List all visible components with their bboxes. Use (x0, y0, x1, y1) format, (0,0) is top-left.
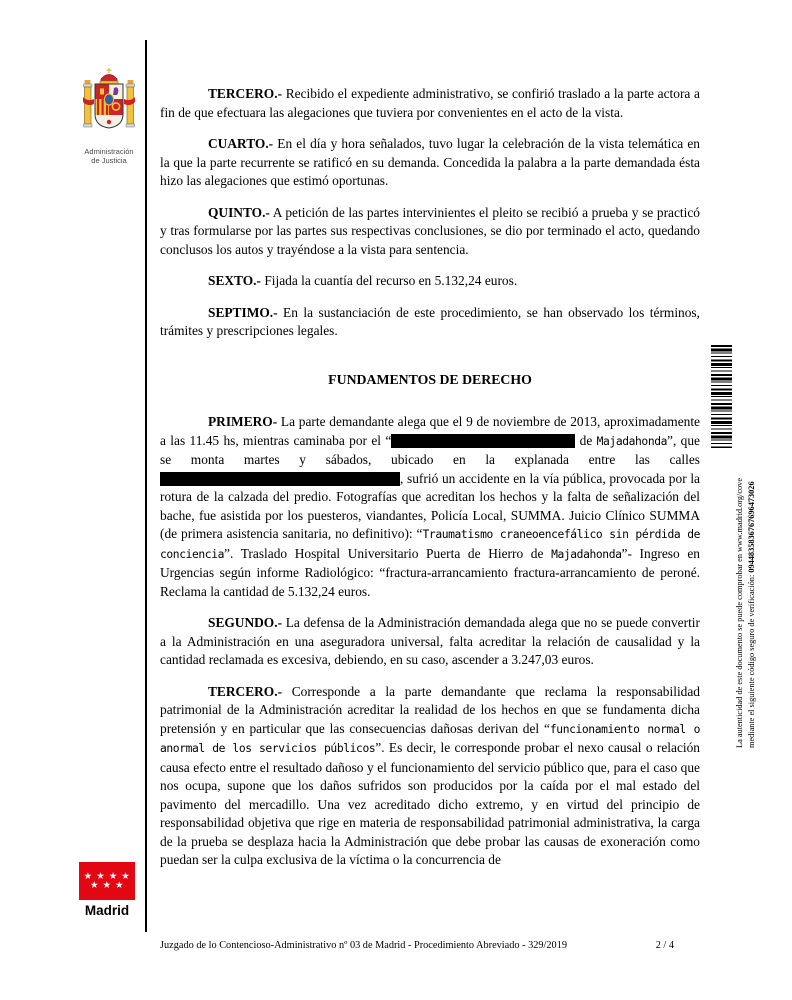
paragraph-text: ”. Traslado Hospital Universitario Puerta de Hierro de (224, 545, 552, 561)
paragraph (160, 413, 700, 601)
paragraph-lead: SEXTO.- (208, 273, 261, 288)
redaction-bar (391, 434, 575, 448)
paragraph-text: de (575, 432, 597, 448)
paragraph-text: En el día y hora señalados, tuvo lugar la celebración de la vista telemática en la que la parte recurrente se ratificó en su demanda. Concedida la palabra a la parte demandada ésta hizo las alegaciones que estimó oportunas. (160, 136, 700, 188)
paragraph-text: La defensa de la Administración demandada alega que no se puede convertir a la Administración en una aseguradora universal, falta acreditar la relación de causalidad y la cantidad reclamada es excesiva, debiendo, en su caso, ascender a 3.247,03 euros. (160, 615, 700, 667)
paragraph-text: A petición de las partes intervinientes el pleito se recibió a prueba y se practicó y tras formularse por las partes sus respectivas conclusiones, se dio por terminado el acto, quedando conclusos los autos y trayéndose a la vista para sentencia. (160, 204, 700, 257)
paragraph-text: ”. Es decir, le corresponde probar el nexo causal o relación causa efecto entre el resultado dañoso y el funcionamiento del servicio público que, para el caso que nos ocupa, supone que los daños sufridos son producidos por la caída por el mal estado del pavimento del mercadillo. Una vez acreditado dicho extremo, y en virtud del principio de responsabilidad objetiva que rige en materia de responsabilidad patrimonial administrativa, la carga de la prueba se desplaza hacia la Administración que debe probar las causas de exoneración como puedan ser la culpa exclusiva de la víctima o la concurrencia de (160, 740, 700, 867)
paragraph-lead: TERCERO.- (208, 683, 283, 699)
paragraph-lead: QUINTO.- (208, 204, 270, 220)
paragraph (160, 135, 700, 191)
paragraph-text: En la sustanciación de este procedimiento, se han observado los términos, trámites y prescripciones legales. (160, 304, 700, 338)
logo-caption (78, 147, 140, 165)
paragraph-text: Corresponde a la parte demandante que reclama la responsabilidad patrimonial de la Administración acreditar la realidad de los hechos en que se fundamenta dicha pretensión y en particular que las consecuencias dañosas derivan del “ (160, 683, 700, 736)
paragraph-text: ”- Ingreso en Urgencias según informe Radiológico: “fractura-arrancamiento fractura-arrancamiento de peroné. Reclama la cantidad de 5.132,24 euros. (160, 545, 700, 599)
verification-barcode (711, 345, 732, 448)
paragraph-lead: PRIMERO- (208, 414, 278, 429)
madrid-stars-row1: ★ ★ ★ ★ (83, 871, 131, 882)
paragraph-text: ”, que se monta martes y sábados, ubicado en la explanada entre las calles (160, 432, 700, 467)
madrid-stars-row2: ★ ★ ★ (89, 880, 125, 891)
spain-coat-of-arms-icon (83, 66, 135, 140)
paragraph (160, 304, 700, 341)
paragraph-text: Recibido el expediente administrativo, se confirió traslado a la parte actora a fin de que efectuara las alegaciones que tuviera por convenientes en el acto de la vista. (160, 86, 700, 120)
paragraph-lead: TERCERO.- (208, 86, 283, 101)
paragraph-text: Traumatismo craneoencefálico sin pérdida de conciencia (160, 528, 701, 561)
document-body (160, 85, 700, 883)
footer-page-indicator: 2 / 4 (655, 940, 674, 951)
paragraph (160, 614, 700, 670)
verification-code: 0944835836767696473026 (746, 481, 756, 573)
footer-court-line: Juzgado de lo Contencioso-Administrativo nº 03 de Madrid - Procedimiento Abreviado - 329/2019 (160, 940, 567, 951)
paragraph-text: , sufrió un accidente en la vía pública, provocada por la rotura de la calzada del predio. Fotografías que acreditan los hechos y la falta de señalización del bache, fue asistida por los puesteros, viandantes, Policía Local, SUMMA. Juicio Clínico SUMMA (de primera asistencia sanitaria, no definitivo): “ (160, 470, 700, 541)
paragraph-lead: SEPTIMO.- (208, 304, 278, 320)
left-margin-rule (145, 40, 147, 932)
section-heading: FUNDAMENTOS DE DERECHO (328, 371, 532, 387)
paragraph (160, 683, 700, 870)
madrid-flag-icon (79, 862, 135, 900)
paragraph (160, 272, 700, 291)
logo-caption-line2: de Justicia (91, 156, 127, 165)
madrid-logo (76, 862, 138, 918)
paragraph (160, 204, 700, 260)
madrid-logo-label: Madrid (84, 903, 130, 918)
justice-administration-logo (78, 66, 140, 165)
verification-line1: La autenticidad de este documento se puede comprobar en www.madrid.org/cove (735, 477, 744, 748)
paragraph-text: funcionamiento normal o anormal de los servicios públicos (160, 722, 700, 755)
redaction-bar (160, 472, 400, 486)
verification-line2: mediante el siguiente código seguro de verificación: 0944835836767696473026 (746, 481, 756, 748)
paragraph-lead: CUARTO.- (208, 136, 274, 151)
paragraph-text: Fijada la cuantía del recurso en 5.132,24 euros. (260, 273, 518, 288)
page-footer (160, 940, 700, 951)
verification-side-text (734, 328, 757, 748)
paragraph-text: Majadahonda (596, 434, 668, 448)
paragraph-text: Majadahonda (551, 547, 622, 561)
paragraph-text: La parte demandante alega que el 9 de noviembre de 2013, aproximadamente a las 11.45 hs, mientras caminaba por el “ (160, 414, 700, 448)
paragraph (160, 85, 700, 122)
logo-caption-line1: Administración (84, 147, 134, 156)
paragraph-lead: SEGUNDO.- (208, 615, 283, 630)
